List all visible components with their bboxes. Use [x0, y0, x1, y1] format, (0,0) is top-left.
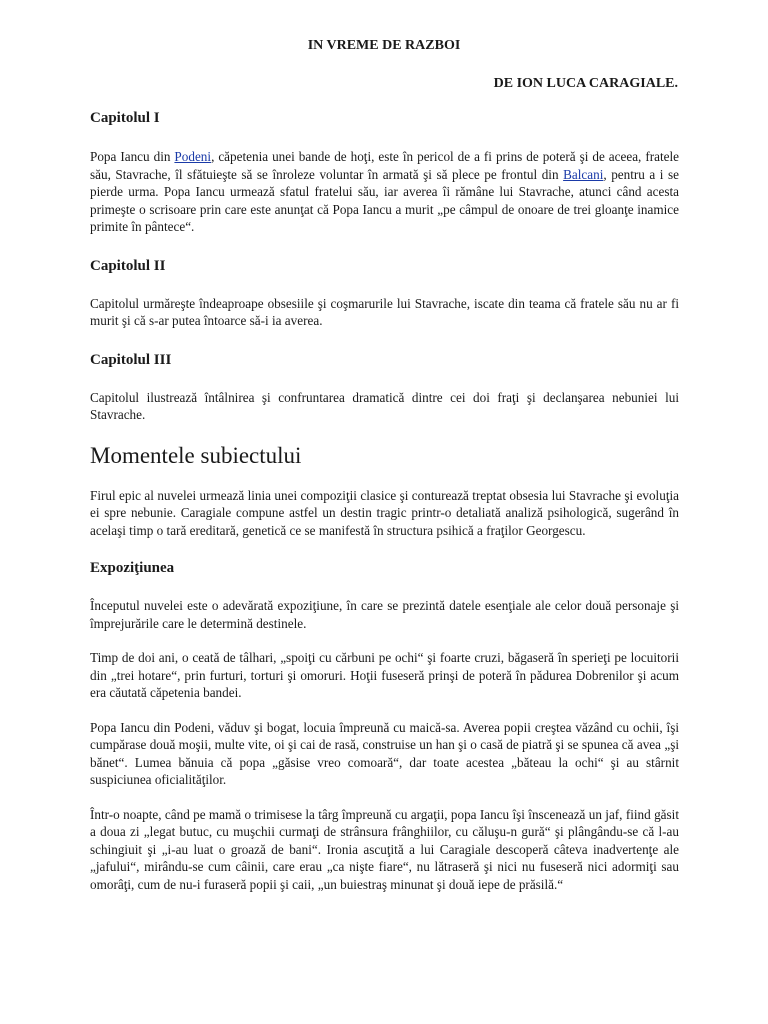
chapter-2-heading: Capitolul II: [90, 257, 166, 274]
chapter-1-heading: Capitolul I: [90, 110, 160, 126]
chapter-3-heading: Capitolul III: [90, 351, 172, 368]
section-heading-momentele: Momentele subiectului: [90, 442, 302, 468]
document-author: DE ION LUCA CARAGIALE.: [493, 76, 678, 91]
section-heading-expozitiunea: Expoziţiunea: [90, 560, 175, 576]
document-body: [90, 108, 679, 893]
chapter-3-paragraph: Capitolul ilustrează întâlnirea şi confruntarea dramatică dintre cei doi fraţi şi declanşarea nebuniei lui Stavrache.: [90, 389, 679, 422]
chapter-1-text-end: , pentru a i se pierde urma. Popa Iancu urmează sfatul fratelui său, iar averea îi rămâne lui Stavrache, atunci când acesta primeşte o scrisoare prin care este anunţat că Popa Iancu a murit „pe câmpul de onoare de trei gloanţe inamice primite în pântece“.: [90, 166, 679, 234]
expozitiunea-paragraph-2: Timp de doi ani, o ceată de tâlhari, „spoiţi cu cărbuni pe ochi“ şi foarte cruzi, băgaseră în sperieţi pe locuitorii din „trei hotare“, prin furturi, torturi şi omoruri. Hoţii fuseseră prinşi de poteră în pădurea Dobrenilor şi acum era căutată căpetenia bandei.: [90, 650, 679, 700]
podeni-link[interactable]: Podeni: [174, 149, 212, 164]
expozitiunea-paragraph-3: Popa Iancu din Podeni, văduv şi bogat, locuia împreună cu maică-sa. Averea popii creştea văzând cu ochii, îşi cumpărase două moşii, multe vite, oi şi cai de rasă, construise un han şi o casă de piatră şi se spunea că avea „şi bănet“. Lumea bănuia că popa „găsise vreo comoară“, dar toate acestea „băteau la ochi“ şi au stârnit suspiciunea oficialităţilor.: [90, 719, 679, 787]
chapter-1-paragraph: [90, 148, 679, 236]
expozitiunea-paragraph-1: Începutul nuvelei este o adevărată expoziţiune, în care se prezintă datele esenţiale ale celor două personaje şi împrejurările care le determină destinele.: [90, 598, 679, 631]
momentele-paragraph: Firul epic al nuvelei urmează linia unei compoziţii clasice şi conturează treptat obsesia lui Stavrache şi evoluţia ei spre nebunie. Caragiale compune astfel un destin tragic printr-o detaliată analiză psihologică, sugerând în acelaşi timp o tară ereditară, genetică ce se manifestă în structura psihică a fraţilor Georgescu.: [90, 487, 679, 538]
chapter-2-paragraph: Capitolul urmăreşte îndeaproape obsesiile şi coşmarurile lui Stavrache, iscate din teama că fratele său nu ar fi murit şi că s-ar putea întoarce să-i ia averea.: [90, 295, 679, 328]
expozitiunea-paragraph-4: Într-o noapte, când pe mamă o trimisese la târg împreună cu argaţii, popa Iancu îşi înscenează un jaf, fiind găsit a doua zi „legat butuc, cu muşchii curmaţi de strânsura frânghiilor, cu căluşu-n gură“ şi plângându-se că l-au schingiuit şi „i-au luat o groază de bani“. Ironia ascuţită a lui Caragiale descoperă câteva inadvertenţe ale „jafului“, mirându-se cum câinii, care erau „ca nişte fiare“, nu lătraseră şi nici nu fuseseră nici adormiţi sau omorâţi, cum de nu-i furaseră popii şi caii, „un buiestraş minunat şi două iepe de prăsilă.“: [90, 806, 679, 892]
chapter-1-text-start: Popa Iancu din: [90, 149, 175, 164]
chapter-1-text-middle: , căpetenia unei bande de hoţi, este în pericol de a fi prins de poteră şi de aceea, fratele său, Stavrache, îl sfătuieşte să se înroleze voluntar în armată şi să plece pe frontul din: [90, 149, 679, 182]
document-title: IN VREME DE RAZBOI: [307, 38, 461, 53]
balcani-link[interactable]: Balcani: [563, 166, 604, 182]
